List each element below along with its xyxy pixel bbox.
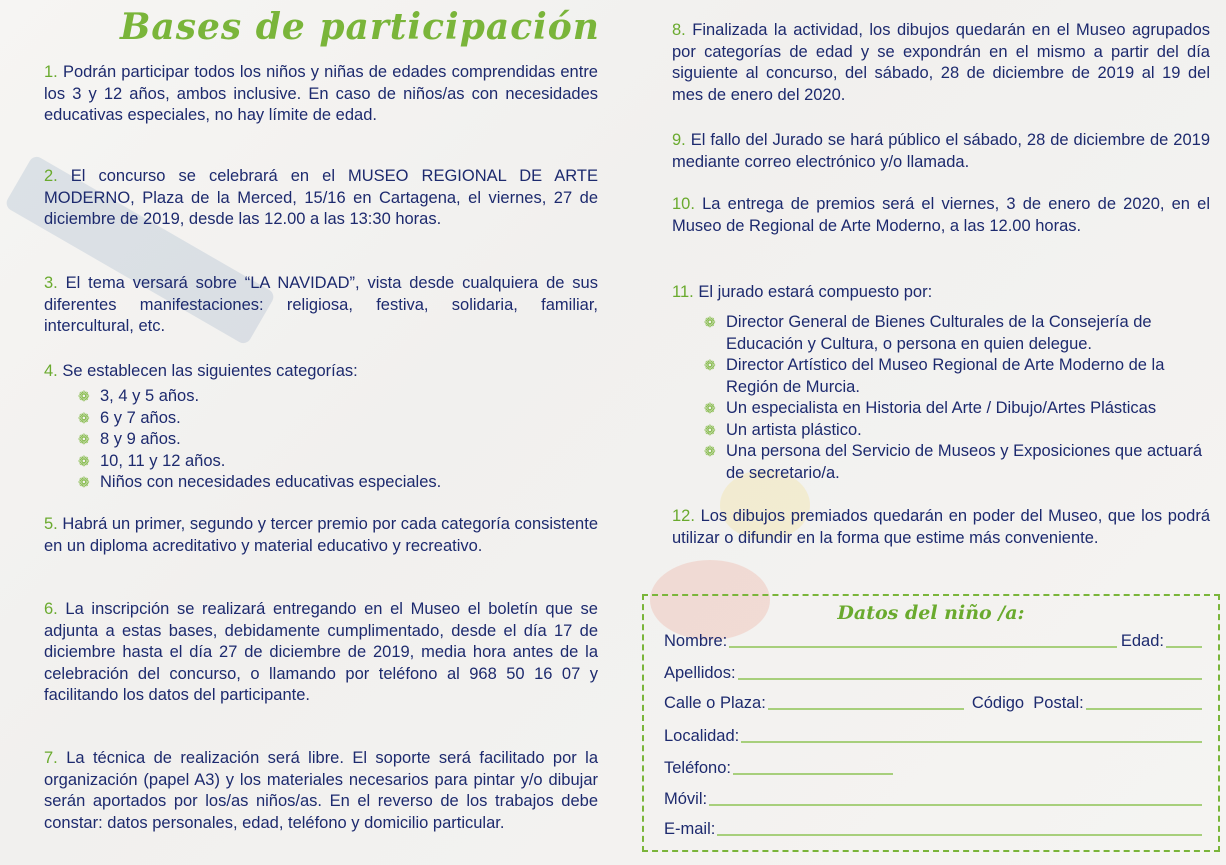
list-item [704,441,1214,484]
list-item-text: Niños con necesidades educativas especiales. [100,473,442,491]
nombre-label: Nombre: [664,632,728,650]
bullet-list [78,386,578,494]
rule-paragraph [672,20,1210,106]
edad-label: Edad: [1120,632,1164,650]
list-item-text: Una persona del Servicio de Museos y Exposiciones que actuará de secretario/a. [726,442,1203,482]
list-item-text: Director Artístico del Museo Regional de Arte Moderno de la Región de Murcia. [726,356,1165,396]
movil-field[interactable] [709,803,1202,806]
rule-number: 8. [672,21,686,39]
apellidos-label: Apellidos: [664,664,736,682]
apellidos-field[interactable] [738,677,1202,680]
list-item-text: 6 y 7 años. [100,408,181,427]
rule-text: La entrega de premios será el viernes, 3 de enero de 2020, en el Museo de Regional de Arte Moderno, a las 12.00 horas. [672,195,1211,235]
flower-bullet-icon: ❁ [78,431,90,447]
rule-paragraph [672,194,1210,237]
rule-paragraph [44,166,598,231]
list-item [78,451,578,473]
flower-bullet-icon: ❁ [704,400,716,416]
rule-number: 4. [44,362,58,380]
rule-text: La inscripción se realizará entregando en el Museo el boletín que se adjunta a estas bases, debidamente cumplimentado, desde el día 17 de diciembre hasta el día 27 de diciembre de 2019, media hora antes de la celebración del concurso, o llamando por teléfono al 968 50 16 07 y facilitando los datos del participante. [44,600,598,704]
telefono-label: Teléfono: [664,759,731,777]
calle-label: Calle o Plaza: [664,694,766,712]
list-item [78,472,578,494]
rule-number: 3. [44,274,58,292]
rule-number: 9. [672,131,686,149]
email-label: E-mail: [664,820,716,838]
list-item-text: 10, 11 y 12 años. [100,451,226,470]
rule-text: Habrá un primer, segundo y tercer premio por cada categoría consistente en un diploma acreditativo y material educativo y recreativo. [44,515,598,555]
rule-paragraph [44,748,598,834]
flower-bullet-icon: ❁ [78,409,90,426]
edad-field[interactable] [1166,645,1202,648]
rule-text: Se establecen las siguientes categorías: [62,362,358,380]
rule-text: El fallo del Jurado se hará público el sábado, 28 de diciembre de 2019 mediante correo electrónico y/o llamada. [672,131,1210,171]
rule-number: 10. [672,195,695,213]
list-item-text: Un especialista en Historia del Arte / Dibujo/Artes Plásticas [726,399,1157,417]
nombre-field[interactable] [729,645,1117,648]
flower-bullet-icon: ❁ [704,357,716,373]
rule-paragraph [44,361,598,383]
rule-number: 5. [44,515,58,533]
list-item [704,312,1214,355]
list-item [78,429,578,451]
rule-number: 12. [672,507,695,525]
rule-paragraph [672,506,1210,549]
list-item-text: Director General de Bienes Culturales de la Consejería de Educación y Cultura, o persona en quien delegue. [726,313,1152,353]
list-item [704,355,1214,398]
rule-number: 6. [44,600,58,618]
rule-number: 2. [44,167,58,185]
list-item [78,408,578,430]
rule-paragraph [44,514,598,557]
rule-number: 7. [44,749,58,767]
telefono-field[interactable] [733,772,893,775]
rule-text: Podrán participar todos los niños y niñas de edades comprendidas entre los 3 y 12 años, ambos inclusive. En caso de niños/as con necesidades educativas especiales, no hay límite de edad. [44,63,598,124]
rule-paragraph [44,599,598,707]
rule-text: Los dibujos premiados quedarán en poder del Museo, que los podrá utilizar o difundir en la forma que estime más conveniente. [672,507,1210,547]
flower-bullet-icon: ❁ [78,452,90,469]
localidad-label: Localidad: [664,727,740,745]
movil-label: Móvil: [664,790,708,808]
list-item-text: 3, 4 y 5 años. [100,387,200,405]
bullet-list [704,312,1214,484]
rule-paragraph [672,130,1210,173]
list-item-text: Un artista plástico. [726,420,862,439]
rule-number: 11. [672,283,694,301]
rule-text: El jurado estará compuesto por: [698,283,933,301]
codigo-postal-label: Código Postal: [971,694,1084,712]
page-title: Bases de participación [120,6,600,48]
rule-text: La técnica de realización será libre. El soporte será facilitado por la organización (papel A3) y los materiales necesarios para pintar y/o dibujar serán aportados por los/as niños/as. En el reverso de los trabajos debe constar: datos personales, edad, teléfono y domicilio particular. [44,749,599,832]
rule-text: El tema versará sobre “LA NAVIDAD”, vista desde cualquiera de sus diferentes manifestaciones: religiosa, festiva, solidaria, familiar, intercultural, etc. [44,274,598,335]
rule-paragraph [672,282,1210,304]
codigo-postal-field[interactable] [1086,707,1202,710]
form-title: Datos del niño /a: [837,602,1025,624]
flower-bullet-icon: ❁ [704,443,716,459]
list-item [704,398,1214,420]
rule-paragraph [44,62,598,127]
list-item [78,386,578,408]
flower-bullet-icon: ❁ [704,314,716,330]
child-data-form [642,594,1220,852]
rule-paragraph [44,273,598,338]
flower-bullet-icon: ❁ [704,421,716,438]
flower-bullet-icon: ❁ [78,388,90,404]
flower-bullet-icon: ❁ [78,474,90,490]
rule-text: El concurso se celebrará en el MUSEO REGIONAL DE ARTE MODERNO, Plaza de la Merced, 15/16 en Cartagena, el viernes, 27 de diciembre de 2019, desde las 12.00 a las 13:30 horas. [44,167,598,228]
localidad-field[interactable] [741,740,1202,743]
email-field[interactable] [717,833,1202,836]
calle-field[interactable] [768,707,964,710]
list-item [704,420,1214,442]
list-item-text: 8 y 9 años. [100,430,181,448]
rule-text: Finalizada la actividad, los dibujos quedarán en el Museo agrupados por categorías de edad y se expondrán en el mismo a partir del día siguiente al concurso, del sábado, 28 de diciembre de 2019 al 19 del mes de enero del 2020. [672,21,1210,104]
rule-number: 1. [44,63,58,81]
